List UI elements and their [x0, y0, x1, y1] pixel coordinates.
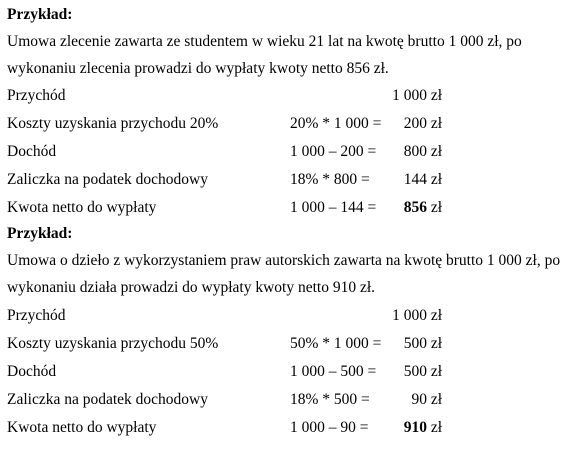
row-label: Przychód	[7, 307, 66, 324]
calculation-row	[0, 363, 587, 381]
row-value-total: 910 zł	[403, 419, 442, 436]
row-calculation: 18% * 800 =	[290, 171, 370, 188]
row-calculation: 18% * 500 =	[290, 391, 370, 408]
row-value: 500 zł	[403, 363, 442, 380]
row-label: Dochód	[7, 363, 57, 380]
example-description-line: wykonaniu zlecenia prowadzi do wypłaty kwoty netto 856 zł.	[7, 60, 389, 77]
row-calculation: 1 000 – 500 =	[290, 363, 377, 380]
example-description-line: Umowa o dzieło z wykorzystaniem praw autorskich zawarta na kwotę brutto 1 000 zł, po	[7, 252, 561, 269]
row-value: 90 zł	[411, 391, 442, 408]
example-heading: Przykład:	[7, 6, 73, 23]
row-value: 1 000 zł	[392, 87, 442, 104]
row-value-total: 856 zł	[403, 199, 442, 216]
row-label: Koszty uzyskania przychodu 20%	[7, 115, 219, 132]
row-value: 1 000 zł	[392, 307, 442, 324]
calculation-row-total	[0, 199, 587, 217]
row-label: Zaliczka na podatek dochodowy	[7, 171, 208, 188]
calculation-row	[0, 143, 587, 161]
row-calculation: 1 000 – 144 =	[290, 199, 377, 216]
row-label: Dochód	[7, 143, 57, 160]
row-label: Koszty uzyskania przychodu 50%	[7, 335, 219, 352]
calculation-row	[0, 171, 587, 189]
row-label: Kwota netto do wypłaty	[7, 419, 157, 436]
calculation-row	[0, 115, 587, 133]
calculation-row	[0, 307, 587, 325]
row-label: Zaliczka na podatek dochodowy	[7, 391, 208, 408]
row-label: Kwota netto do wypłaty	[7, 199, 157, 216]
row-calculation: 1 000 – 200 =	[290, 143, 377, 160]
row-value: 500 zł	[403, 335, 442, 352]
calculation-row	[0, 87, 587, 105]
row-value: 144 zł	[403, 171, 442, 188]
example-heading: Przykład:	[7, 225, 73, 242]
row-value: 200 zł	[403, 115, 442, 132]
calculation-row-total	[0, 419, 587, 437]
row-calculation: 20% * 1 000 =	[290, 115, 382, 132]
row-calculation: 1 000 – 90 =	[290, 419, 369, 436]
calculation-row	[0, 335, 587, 353]
example-description-line: wykonaniu działa prowadzi do wypłaty kwoty netto 910 zł.	[7, 279, 376, 296]
row-calculation: 50% * 1 000 =	[290, 335, 382, 352]
row-label: Przychód	[7, 87, 66, 104]
row-value: 800 zł	[403, 143, 442, 160]
example-description-line: Umowa zlecenie zawarta ze studentem w wieku 21 lat na kwotę brutto 1 000 zł, po	[7, 33, 522, 50]
calculation-row	[0, 391, 587, 409]
